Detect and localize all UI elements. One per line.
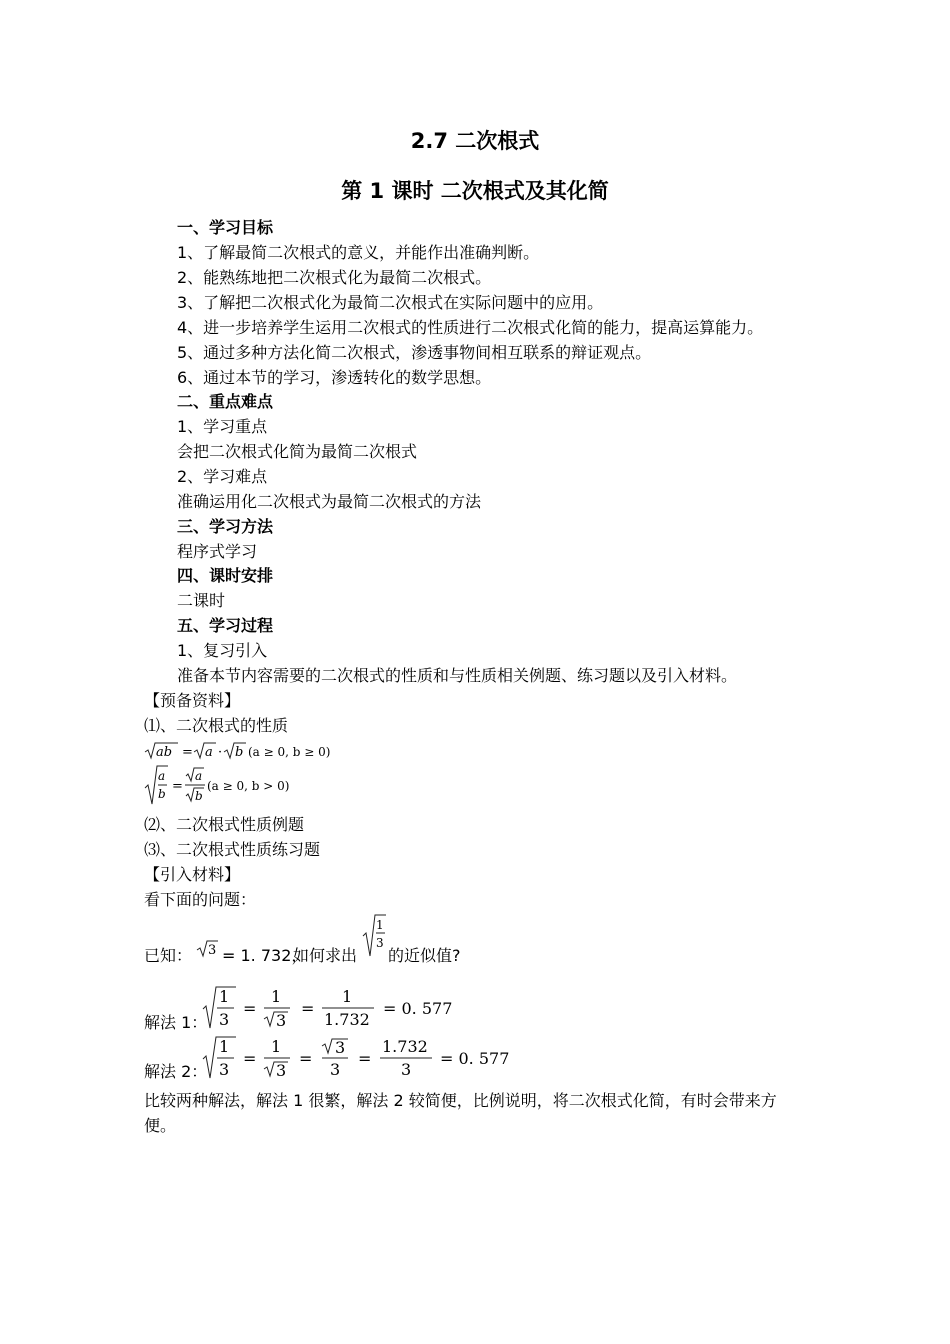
svg-text:3: 3 (208, 943, 217, 958)
sqrt-3-symbol (196, 936, 220, 962)
document-title: 2.7 二次根式 (410, 129, 540, 153)
solution-1-result: = 0. 577 (383, 999, 453, 1018)
svg-text:1: 1 (219, 987, 230, 1006)
conclusion-line-2: 便。 (144, 1116, 177, 1135)
svg-text:3: 3 (219, 1060, 230, 1079)
svg-text:=: = (299, 1049, 313, 1068)
formula-2-condition: (a ≥ 0, b > 0) (207, 779, 290, 793)
conclusion-line-1: 比较两种解法，解法 1 很繁，解法 2 较简便，比例说明，将二次根式化简，有时会带来方 (144, 1091, 777, 1110)
heading-key-difficulty: 二、重点难点 (177, 392, 274, 411)
svg-text:b: b (235, 745, 244, 760)
svg-text:=: = (358, 1049, 372, 1068)
examples-label: ⑵、二次根式性质例题 (144, 815, 305, 834)
review-text: 准备本节内容需要的二次根式的性质和与性质相关例题、练习题以及引入材料。 (177, 666, 738, 685)
solution-2-numerator: 1.732 (382, 1037, 428, 1056)
svg-text:·: · (218, 745, 223, 760)
key-text: 会把二次根式化简为最简二次根式 (177, 442, 418, 461)
goal-item: 1、了解最简二次根式的意义，并能作出准确判断。 (177, 243, 540, 262)
svg-text:ab: ab (156, 745, 173, 760)
known-value: = 1. 732， (222, 946, 308, 965)
exercises-label: ⑶、二次根式性质练习题 (144, 840, 321, 859)
svg-text:=: = (243, 999, 257, 1018)
key-label: 1、学习重点 (177, 417, 268, 436)
formula-product-rule (144, 740, 344, 762)
svg-text:3: 3 (376, 936, 384, 950)
solution-2-label: 解法 2： (144, 1062, 208, 1081)
intro-text: 看下面的问题： (144, 890, 257, 909)
solution-1-denominator: 1.732 (324, 1010, 370, 1029)
svg-text:1: 1 (271, 987, 282, 1006)
heading-process: 五、学习过程 (177, 616, 274, 635)
method-text: 程序式学习 (177, 542, 258, 561)
solution-1-equation (202, 983, 462, 1031)
svg-text:3: 3 (276, 1011, 287, 1030)
svg-text:=: = (243, 1049, 257, 1068)
sqrt-one-third-symbol (362, 912, 388, 960)
svg-text:3: 3 (276, 1061, 287, 1080)
svg-text:a: a (158, 769, 166, 783)
svg-text:b: b (158, 787, 166, 801)
formula-quotient-rule (144, 764, 344, 808)
svg-text:=: = (172, 779, 183, 794)
svg-text:b: b (195, 789, 203, 803)
svg-text:1: 1 (376, 918, 384, 932)
svg-text:1: 1 (271, 1037, 282, 1056)
svg-text:a: a (195, 769, 203, 783)
svg-text:3: 3 (401, 1060, 412, 1079)
svg-text:1: 1 (342, 987, 353, 1006)
formula-1-condition: (a ≥ 0, b ≥ 0) (248, 745, 331, 759)
goal-item: 4、进一步培养学生运用二次根式的性质进行二次根式化简的能力，提高运算能力。 (177, 318, 764, 337)
goal-item: 6、通过本节的学习，渗透转化的数学思想。 (177, 368, 492, 387)
svg-text:3: 3 (330, 1060, 341, 1079)
goal-item: 3、了解把二次根式化为最简二次根式在实际问题中的应用。 (177, 293, 604, 312)
svg-text:=: = (301, 999, 315, 1018)
difficulty-text: 准确运用化二次根式为最简二次根式的方法 (177, 492, 482, 511)
document-subtitle: 第 1 课时 二次根式及其化简 (341, 179, 609, 203)
heading-goals: 一、学习目标 (177, 218, 274, 237)
svg-text:=: = (182, 745, 193, 760)
difficulty-label: 2、学习难点 (177, 467, 268, 486)
known-suffix: 的近似值? (388, 946, 461, 965)
svg-text:3: 3 (335, 1038, 346, 1057)
svg-text:a: a (205, 745, 213, 760)
goal-item: 2、能熟练地把二次根式化为最简二次根式。 (177, 268, 492, 287)
goal-item: 5、通过多种方法化简二次根式，渗透事物间相互联系的辩证观点。 (177, 343, 652, 362)
known-question: 如何求出 (293, 946, 358, 965)
solution-2-result: = 0. 577 (440, 1049, 510, 1068)
svg-text:3: 3 (219, 1010, 230, 1029)
schedule-text: 二课时 (177, 591, 226, 610)
solution-2-equation (202, 1033, 512, 1081)
intro-heading: 【引入材料】 (144, 865, 241, 884)
solution-1-label: 解法 1： (144, 1013, 208, 1032)
heading-schedule: 四、课时安排 (177, 566, 274, 585)
review-label: 1、复习引入 (177, 641, 268, 660)
property-label: ⑴、二次根式的性质 (144, 716, 289, 735)
heading-method: 三、学习方法 (177, 517, 274, 536)
prep-heading: 【预备资料】 (144, 691, 241, 710)
known-prefix: 已知： (144, 946, 193, 965)
svg-text:1: 1 (219, 1037, 230, 1056)
